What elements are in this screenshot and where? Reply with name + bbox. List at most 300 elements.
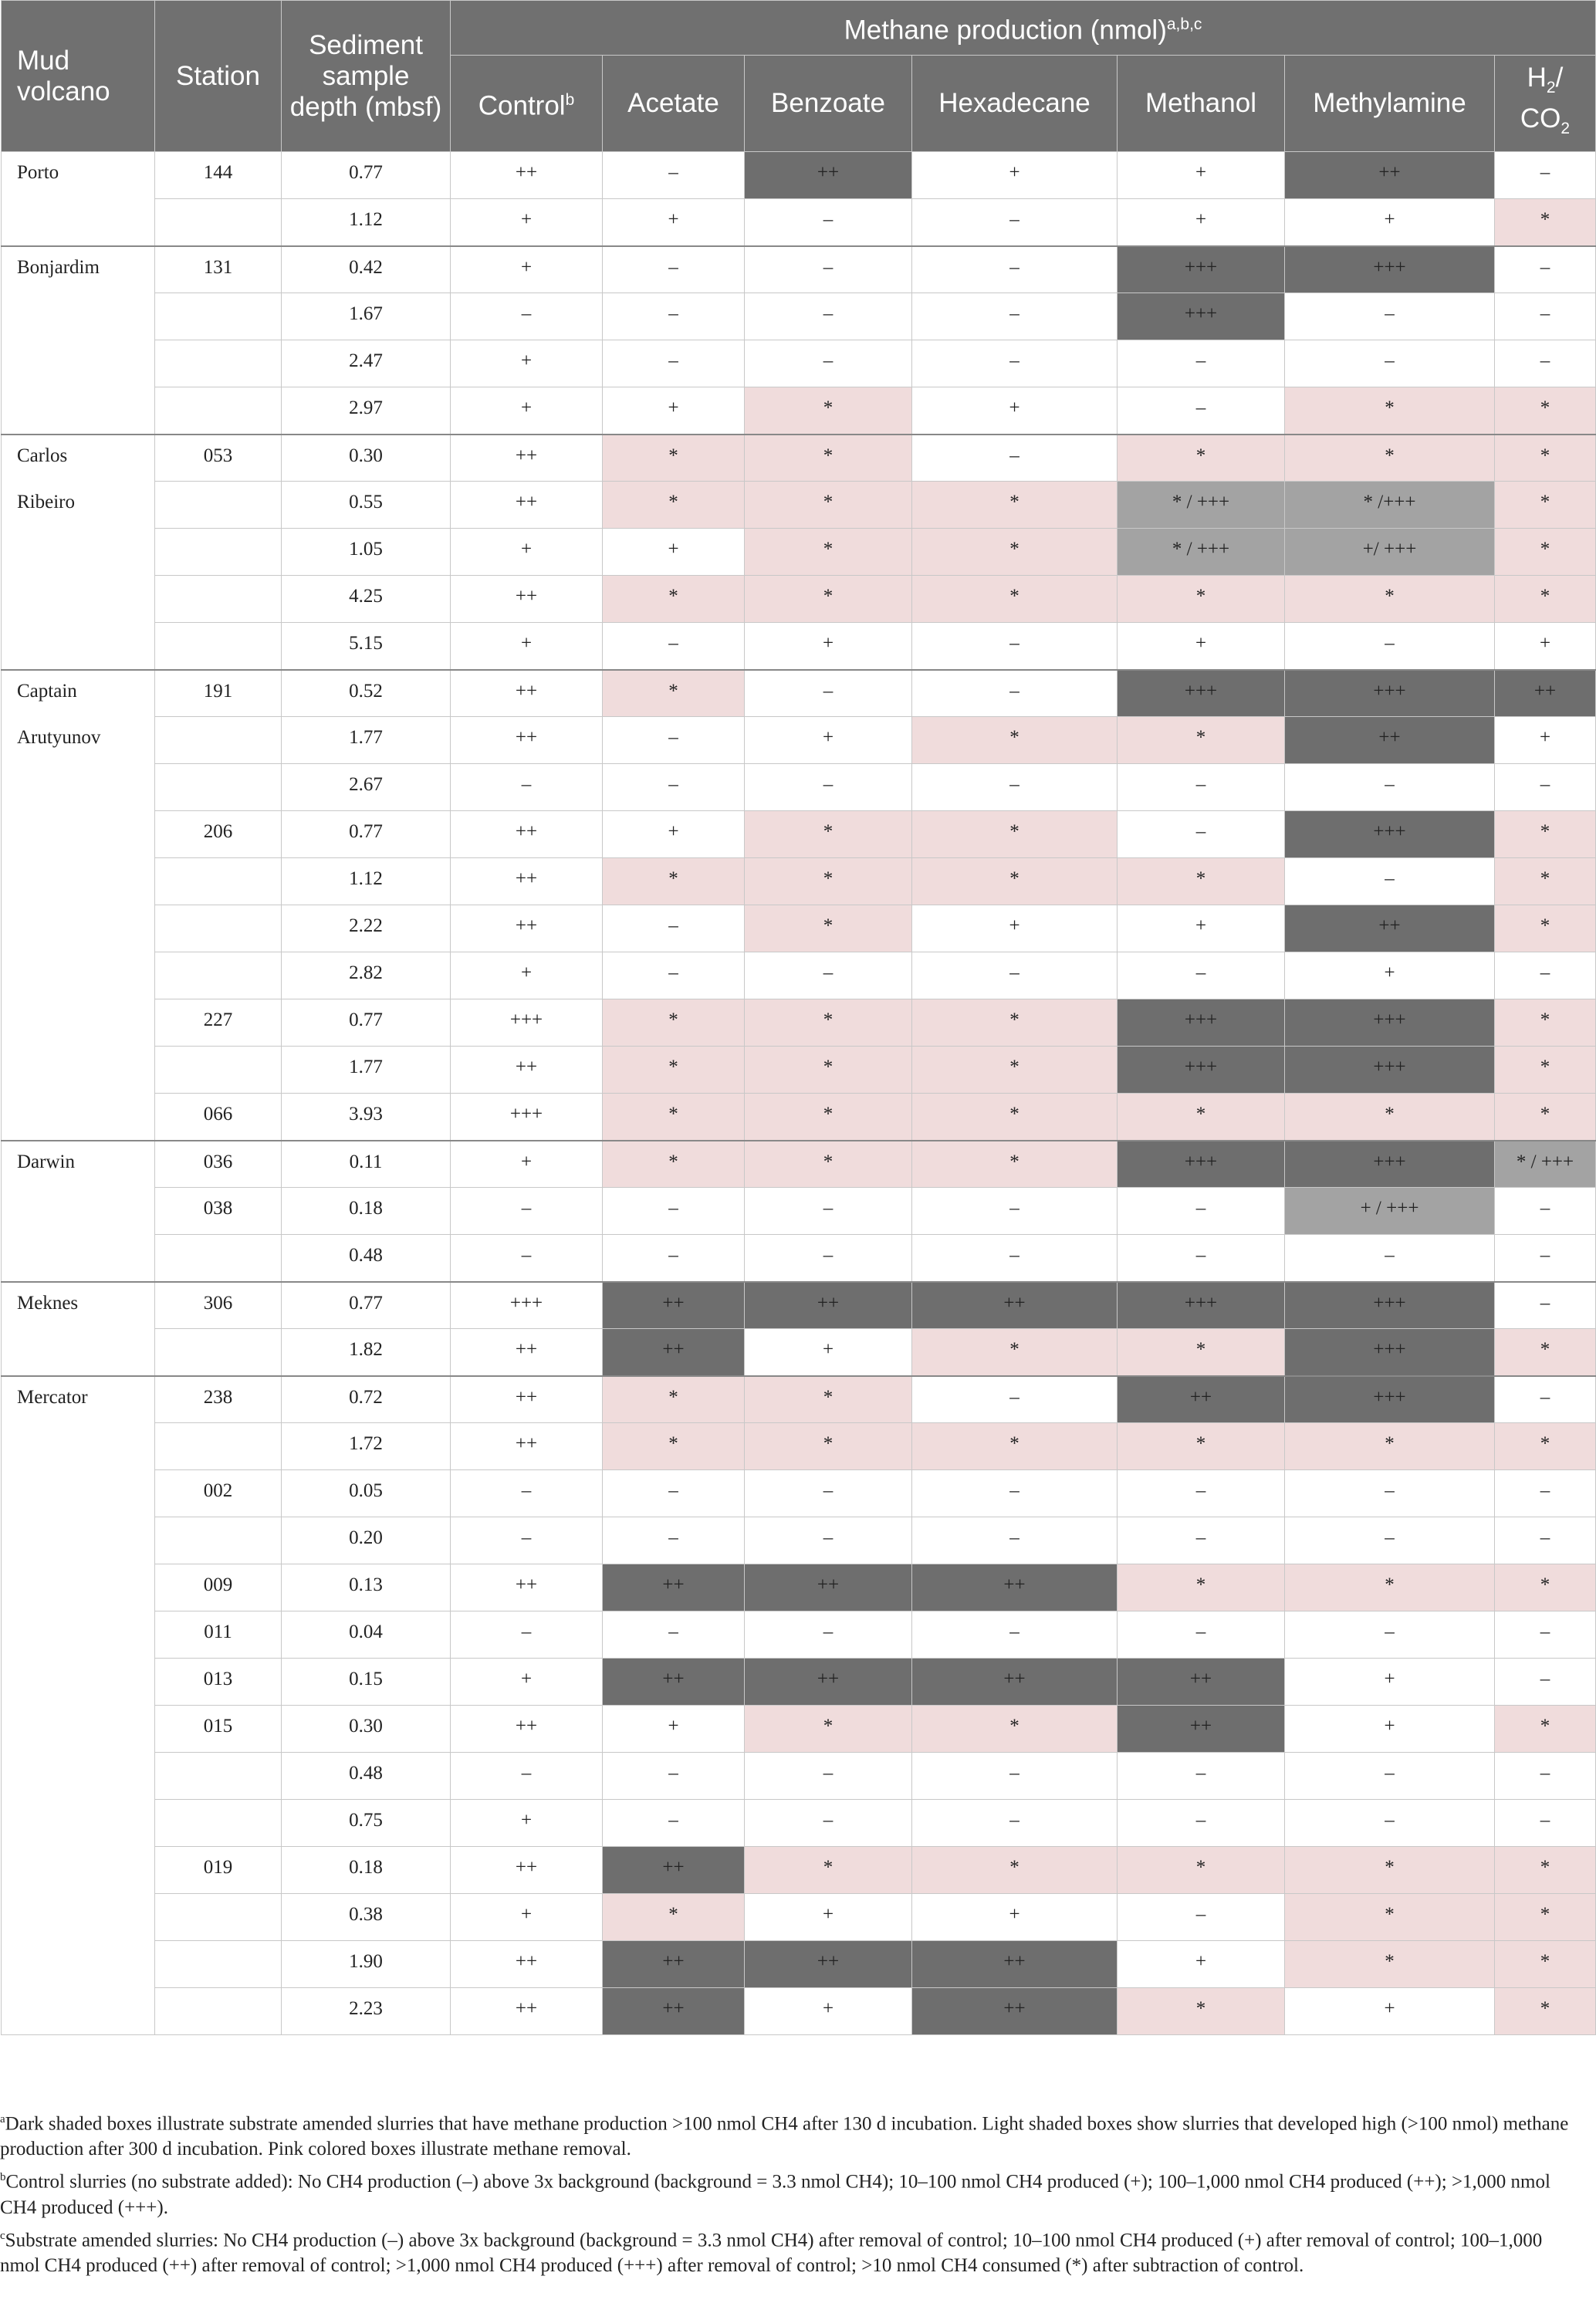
header-mud-volcano-text: Mud volcano [17, 45, 110, 107]
header-acetate-text: Acetate [627, 88, 719, 118]
cell-benzoate: * [745, 999, 912, 1047]
cell-benzoate: + [745, 623, 912, 670]
cell-mud-volcano [2, 623, 155, 670]
footnote-a-text: Dark shaded boxes illustrate substrate amended slurries that have methane production >100 nmol CH4 after 130 d incubation. Light shaded boxes show slurries that developed high (>100 nmol) methane production after 300 d incubation. Pink colored boxes illustrate methane removal. [0, 2113, 1569, 2160]
cell-station [155, 529, 282, 576]
cell-h2-co2: * [1495, 482, 1596, 529]
cell-control: – [451, 1235, 603, 1282]
cell-station [155, 1235, 282, 1282]
cell-h2-co2: * [1495, 1988, 1596, 2035]
cell-methanol: – [1118, 1188, 1285, 1235]
cell-hexadecane: * [912, 482, 1118, 529]
table-row [2, 1706, 1596, 1753]
cell-h2-co2: – [1495, 1470, 1596, 1517]
footnote-c-mark: c [0, 2229, 5, 2242]
cell-methylamine: * [1285, 1564, 1495, 1611]
cell-h2-co2: * [1495, 199, 1596, 246]
cell-depth: 1.90 [282, 1941, 451, 1988]
cell-hexadecane: ++ [912, 1282, 1118, 1329]
cell-benzoate: * [745, 576, 912, 623]
cell-mud-volcano [2, 576, 155, 623]
cell-methylamine: – [1285, 1517, 1495, 1564]
cell-benzoate: * [745, 1141, 912, 1188]
cell-control: ++ [451, 1423, 603, 1470]
footnote-c [0, 2224, 1582, 2278]
cell-methylamine: ++ [1285, 152, 1495, 199]
table-row [2, 199, 1596, 246]
cell-methanol: – [1118, 1470, 1285, 1517]
cell-depth: 1.12 [282, 199, 451, 246]
cell-acetate: – [603, 340, 745, 387]
cell-station [155, 1941, 282, 1988]
cell-methylamine: + [1285, 199, 1495, 246]
cell-methanol: ++ [1118, 1376, 1285, 1423]
cell-acetate: ++ [603, 1329, 745, 1376]
cell-benzoate: * [745, 435, 912, 482]
cell-benzoate: * [745, 1047, 912, 1094]
cell-acetate: – [603, 1753, 745, 1800]
cell-depth: 4.25 [282, 576, 451, 623]
cell-depth: 0.48 [282, 1235, 451, 1282]
cell-hexadecane: * [912, 1141, 1118, 1188]
cell-methylamine: +++ [1285, 1329, 1495, 1376]
cell-depth: 2.47 [282, 340, 451, 387]
cell-acetate: ++ [603, 1988, 745, 2035]
cell-station [155, 623, 282, 670]
cell-mud-volcano [2, 340, 155, 387]
cell-control: ++ [451, 1564, 603, 1611]
cell-control: +++ [451, 1282, 603, 1329]
cell-benzoate: * [745, 1094, 912, 1141]
header-control-text: Control [478, 90, 566, 121]
cell-hexadecane: + [912, 387, 1118, 435]
table-row [2, 1894, 1596, 1941]
cell-methanol: + [1118, 1941, 1285, 1988]
cell-depth: 0.48 [282, 1753, 451, 1800]
header-h2-text: H [1527, 63, 1547, 93]
cell-hexadecane: – [912, 1611, 1118, 1659]
cell-control: – [451, 293, 603, 340]
cell-control: + [451, 529, 603, 576]
cell-methylamine: +++ [1285, 1047, 1495, 1094]
footnotes [0, 2107, 1582, 2281]
cell-depth: 0.77 [282, 1282, 451, 1329]
cell-acetate: – [603, 293, 745, 340]
cell-station [155, 482, 282, 529]
cell-h2-co2: * / +++ [1495, 1141, 1596, 1188]
cell-methylamine: – [1285, 623, 1495, 670]
cell-hexadecane: * [912, 858, 1118, 905]
cell-station: 036 [155, 1141, 282, 1188]
cell-control: ++ [451, 858, 603, 905]
cell-mud-volcano [2, 1235, 155, 1282]
cell-h2-co2: + [1495, 717, 1596, 764]
cell-hexadecane: – [912, 764, 1118, 811]
cell-h2-co2: * [1495, 811, 1596, 858]
cell-h2-co2: * [1495, 387, 1596, 435]
cell-h2-co2: – [1495, 340, 1596, 387]
table-row [2, 387, 1596, 435]
cell-depth: 0.55 [282, 482, 451, 529]
table-row [2, 670, 1596, 717]
cell-h2-co2: + [1495, 623, 1596, 670]
cell-benzoate: * [745, 858, 912, 905]
cell-station [155, 293, 282, 340]
cell-methanol: +++ [1118, 1141, 1285, 1188]
cell-methanol: * / +++ [1118, 529, 1285, 576]
cell-acetate: ++ [603, 1659, 745, 1706]
table-row [2, 1141, 1596, 1188]
table-row [2, 1611, 1596, 1659]
table-row [2, 1517, 1596, 1564]
cell-station: 011 [155, 1611, 282, 1659]
cell-methylamine: – [1285, 858, 1495, 905]
cell-methylamine: – [1285, 764, 1495, 811]
table-row [2, 623, 1596, 670]
footnote-a [0, 2107, 1582, 2162]
table-row [2, 1941, 1596, 1988]
cell-h2-co2: * [1495, 1423, 1596, 1470]
cell-mud-volcano [2, 1329, 155, 1376]
cell-depth: 0.18 [282, 1847, 451, 1894]
table-row [2, 952, 1596, 999]
cell-mud-volcano [2, 811, 155, 858]
cell-control: ++ [451, 1376, 603, 1423]
cell-control: + [451, 952, 603, 999]
cell-mud-volcano: Porto [2, 152, 155, 199]
cell-benzoate: – [745, 1188, 912, 1235]
cell-depth: 1.72 [282, 1423, 451, 1470]
cell-mud-volcano: Carlos [2, 435, 155, 482]
header-depth-text: Sediment sample depth (mbsf) [289, 29, 442, 122]
cell-methylamine: * [1285, 1094, 1495, 1141]
table-row [2, 293, 1596, 340]
header-methanol [1118, 56, 1285, 152]
cell-depth: 0.05 [282, 1470, 451, 1517]
cell-benzoate: – [745, 952, 912, 999]
cell-depth: 0.77 [282, 152, 451, 199]
cell-control: ++ [451, 1706, 603, 1753]
cell-methanol: – [1118, 764, 1285, 811]
cell-mud-volcano: Ribeiro [2, 482, 155, 529]
cell-hexadecane: – [912, 293, 1118, 340]
cell-acetate: * [603, 1894, 745, 1941]
cell-hexadecane: – [912, 199, 1118, 246]
cell-methanol: – [1118, 1800, 1285, 1847]
cell-hexadecane: * [912, 1847, 1118, 1894]
cell-hexadecane: ++ [912, 1564, 1118, 1611]
cell-h2-co2: * [1495, 1894, 1596, 1941]
cell-mud-volcano [2, 952, 155, 999]
table-row [2, 435, 1596, 482]
cell-mud-volcano [2, 1611, 155, 1659]
cell-depth: 1.05 [282, 529, 451, 576]
cell-hexadecane: ++ [912, 1659, 1118, 1706]
cell-h2-co2: * [1495, 1047, 1596, 1094]
header-benzoate [745, 56, 912, 152]
cell-control: + [451, 1800, 603, 1847]
cell-control: + [451, 623, 603, 670]
cell-depth: 1.82 [282, 1329, 451, 1376]
cell-methanol: +++ [1118, 1282, 1285, 1329]
table-row [2, 152, 1596, 199]
cell-benzoate: – [745, 1470, 912, 1517]
cell-acetate: – [603, 152, 745, 199]
cell-acetate: + [603, 811, 745, 858]
cell-hexadecane: – [912, 1376, 1118, 1423]
cell-hexadecane: – [912, 340, 1118, 387]
table-row [2, 529, 1596, 576]
cell-depth: 5.15 [282, 623, 451, 670]
cell-methanol: * [1118, 858, 1285, 905]
cell-benzoate: – [745, 246, 912, 293]
cell-hexadecane: * [912, 999, 1118, 1047]
header-mud-volcano [2, 1, 155, 152]
cell-h2-co2: * [1495, 529, 1596, 576]
cell-station [155, 717, 282, 764]
cell-methylamine: – [1285, 1611, 1495, 1659]
cell-mud-volcano [2, 293, 155, 340]
cell-h2-co2: – [1495, 1282, 1596, 1329]
cell-h2-co2: * [1495, 576, 1596, 623]
cell-depth: 0.30 [282, 1706, 451, 1753]
cell-depth: 0.42 [282, 246, 451, 293]
cell-methylamine: * [1285, 1894, 1495, 1941]
cell-h2-co2: – [1495, 1611, 1596, 1659]
cell-station: 015 [155, 1706, 282, 1753]
cell-depth: 0.38 [282, 1894, 451, 1941]
cell-control: +++ [451, 999, 603, 1047]
cell-depth: 0.18 [282, 1188, 451, 1235]
cell-control: + [451, 387, 603, 435]
cell-station: 009 [155, 1564, 282, 1611]
cell-hexadecane: – [912, 952, 1118, 999]
cell-acetate: – [603, 1470, 745, 1517]
cell-h2-co2: – [1495, 1235, 1596, 1282]
cell-h2-co2: – [1495, 1800, 1596, 1847]
cell-mud-volcano: Bonjardim [2, 246, 155, 293]
cell-methylamine: +++ [1285, 1282, 1495, 1329]
cell-station: 191 [155, 670, 282, 717]
cell-control: + [451, 1659, 603, 1706]
cell-control: ++ [451, 1847, 603, 1894]
cell-hexadecane: * [912, 576, 1118, 623]
cell-methanol: – [1118, 811, 1285, 858]
cell-hexadecane: * [912, 1094, 1118, 1141]
cell-methanol: * [1118, 1564, 1285, 1611]
header-station [155, 1, 282, 152]
cell-methylamine: – [1285, 1235, 1495, 1282]
header-methane-production-text: Methane production (nmol) [844, 15, 1167, 46]
cell-mud-volcano [2, 905, 155, 952]
cell-h2-co2: * [1495, 435, 1596, 482]
cell-h2-co2: * [1495, 1329, 1596, 1376]
table-row [2, 811, 1596, 858]
cell-methylamine: + [1285, 952, 1495, 999]
header-methanol-text: Methanol [1145, 88, 1256, 118]
cell-hexadecane: – [912, 1800, 1118, 1847]
header-h2-co2 [1495, 56, 1596, 152]
cell-station: 002 [155, 1470, 282, 1517]
cell-methanol: * [1118, 1847, 1285, 1894]
cell-h2-co2: * [1495, 858, 1596, 905]
cell-depth: 2.23 [282, 1988, 451, 2035]
cell-station [155, 1988, 282, 2035]
cell-mud-volcano [2, 999, 155, 1047]
table-body [2, 152, 1596, 2035]
cell-methylamine: * [1285, 387, 1495, 435]
cell-control: ++ [451, 670, 603, 717]
cell-acetate: + [603, 529, 745, 576]
table-row [2, 1659, 1596, 1706]
cell-methanol: – [1118, 1894, 1285, 1941]
cell-h2-co2: – [1495, 1188, 1596, 1235]
cell-benzoate: * [745, 529, 912, 576]
cell-station: 206 [155, 811, 282, 858]
cell-h2-co2: – [1495, 1376, 1596, 1423]
cell-control: + [451, 246, 603, 293]
table-row [2, 576, 1596, 623]
cell-hexadecane: * [912, 1423, 1118, 1470]
cell-station [155, 199, 282, 246]
cell-mud-volcano: Meknes [2, 1282, 155, 1329]
cell-acetate: ++ [603, 1282, 745, 1329]
cell-methanol: – [1118, 1235, 1285, 1282]
cell-methylamine: +++ [1285, 1141, 1495, 1188]
cell-methanol: + [1118, 199, 1285, 246]
table-row [2, 340, 1596, 387]
header-co2-sub: 2 [1560, 120, 1571, 137]
cell-mud-volcano [2, 1517, 155, 1564]
cell-control: ++ [451, 1988, 603, 2035]
cell-station [155, 1753, 282, 1800]
cell-station [155, 387, 282, 435]
footnote-b-mark: b [0, 2171, 6, 2184]
cell-acetate: * [603, 1047, 745, 1094]
cell-benzoate: + [745, 1988, 912, 2035]
cell-benzoate: * [745, 811, 912, 858]
cell-acetate: * [603, 670, 745, 717]
cell-methylamine: – [1285, 1470, 1495, 1517]
cell-control: ++ [451, 1941, 603, 1988]
cell-methylamine: * [1285, 1941, 1495, 1988]
cell-hexadecane: – [912, 1517, 1118, 1564]
cell-benzoate: + [745, 717, 912, 764]
header-control-sup: b [565, 91, 575, 110]
cell-depth: 0.11 [282, 1141, 451, 1188]
cell-methanol: – [1118, 1517, 1285, 1564]
header-depth [282, 1, 451, 152]
cell-acetate: * [603, 1376, 745, 1423]
cell-control: + [451, 340, 603, 387]
cell-benzoate: – [745, 340, 912, 387]
header-hexadecane [912, 56, 1118, 152]
cell-h2-co2: – [1495, 1517, 1596, 1564]
cell-control: ++ [451, 717, 603, 764]
cell-methylamine: – [1285, 1753, 1495, 1800]
cell-methanol: * / +++ [1118, 482, 1285, 529]
cell-depth: 0.52 [282, 670, 451, 717]
cell-hexadecane: – [912, 246, 1118, 293]
table-row [2, 1847, 1596, 1894]
cell-methanol: – [1118, 1611, 1285, 1659]
cell-h2-co2: – [1495, 1753, 1596, 1800]
cell-benzoate: ++ [745, 1282, 912, 1329]
cell-station [155, 1800, 282, 1847]
table-row [2, 1329, 1596, 1376]
cell-methylamine: * [1285, 1423, 1495, 1470]
cell-mud-volcano [2, 1564, 155, 1611]
cell-mud-volcano [2, 1988, 155, 2035]
cell-methylamine: ++ [1285, 717, 1495, 764]
cell-methylamine: * [1285, 576, 1495, 623]
cell-control: ++ [451, 435, 603, 482]
cell-station [155, 952, 282, 999]
cell-benzoate: * [745, 1847, 912, 1894]
cell-acetate: – [603, 905, 745, 952]
cell-benzoate: ++ [745, 1659, 912, 1706]
table-row [2, 1282, 1596, 1329]
cell-control: + [451, 199, 603, 246]
cell-mud-volcano: Arutyunov [2, 717, 155, 764]
cell-hexadecane: – [912, 435, 1118, 482]
cell-methanol: + [1118, 623, 1285, 670]
cell-benzoate: – [745, 1611, 912, 1659]
cell-hexadecane: – [912, 1188, 1118, 1235]
cell-benzoate: * [745, 387, 912, 435]
cell-acetate: * [603, 858, 745, 905]
cell-methylamine: + / +++ [1285, 1188, 1495, 1235]
cell-depth: 1.67 [282, 293, 451, 340]
cell-methanol: – [1118, 952, 1285, 999]
cell-methylamine: + [1285, 1706, 1495, 1753]
cell-acetate: – [603, 1188, 745, 1235]
header-station-text: Station [176, 60, 260, 91]
cell-methanol: + [1118, 152, 1285, 199]
cell-methylamine: * /+++ [1285, 482, 1495, 529]
cell-acetate: – [603, 952, 745, 999]
footnote-a-mark: a [0, 2113, 5, 2125]
cell-hexadecane: * [912, 717, 1118, 764]
cell-benzoate: + [745, 1329, 912, 1376]
cell-station: 131 [155, 246, 282, 293]
cell-benzoate: – [745, 1800, 912, 1847]
cell-station: 238 [155, 1376, 282, 1423]
cell-mud-volcano [2, 1800, 155, 1847]
cell-control: ++ [451, 1047, 603, 1094]
footnote-b [0, 2165, 1582, 2220]
cell-acetate: * [603, 482, 745, 529]
cell-control: – [451, 1517, 603, 1564]
cell-benzoate: – [745, 1753, 912, 1800]
cell-hexadecane: * [912, 1706, 1118, 1753]
cell-methylamine: +++ [1285, 811, 1495, 858]
cell-benzoate: – [745, 1235, 912, 1282]
cell-station: 144 [155, 152, 282, 199]
cell-hexadecane: – [912, 1753, 1118, 1800]
cell-methanol: +++ [1118, 293, 1285, 340]
cell-benzoate: ++ [745, 1941, 912, 1988]
cell-benzoate: * [745, 1376, 912, 1423]
cell-benzoate: ++ [745, 1564, 912, 1611]
cell-acetate: – [603, 1517, 745, 1564]
cell-depth: 2.97 [282, 387, 451, 435]
cell-methylamine: ++ [1285, 905, 1495, 952]
cell-hexadecane: ++ [912, 1988, 1118, 2035]
cell-mud-volcano [2, 1894, 155, 1941]
cell-depth: 1.77 [282, 717, 451, 764]
cell-station: 066 [155, 1094, 282, 1141]
